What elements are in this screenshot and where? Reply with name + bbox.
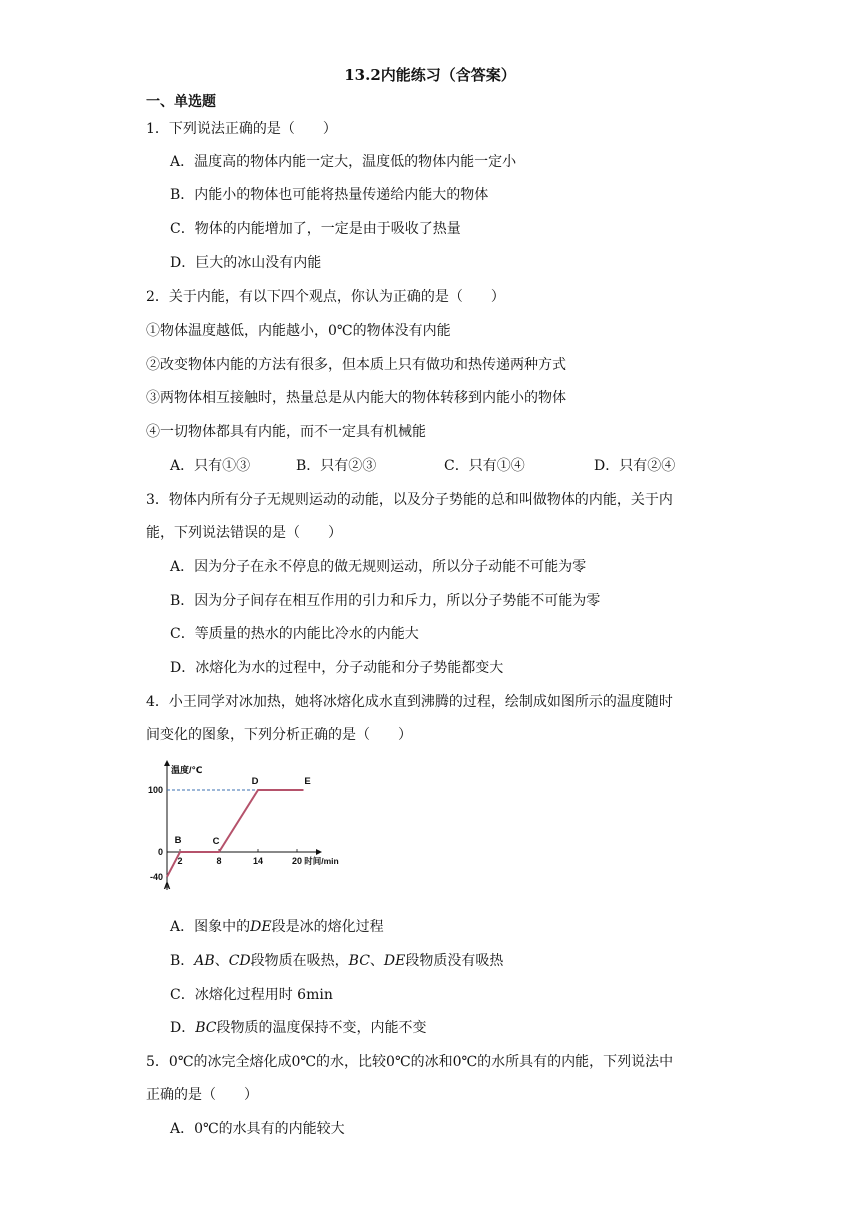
q3-option-b: B．因为分子间存在相互作用的引力和斥力，所以分子势能不可能为零 bbox=[170, 593, 601, 609]
q4-option-d-pre: D． bbox=[170, 1020, 196, 1036]
point-label: D bbox=[251, 776, 259, 787]
q4-option-c: C．冰熔化过程用时 6min bbox=[170, 987, 333, 1003]
x-tick-label: 2 bbox=[177, 856, 183, 866]
x-axis-arrow bbox=[316, 849, 322, 855]
q4-option-b-seg-de: DE bbox=[383, 953, 406, 969]
q3-option-d: D．冰熔化为水的过程中，分子动能和分子势能都变大 bbox=[170, 660, 504, 676]
page-title: 13.2内能练习（含答案） bbox=[344, 66, 516, 84]
q2-option-d: D．只有②④ bbox=[594, 458, 676, 474]
temperature-time-chart bbox=[140, 756, 340, 896]
q3-option-c: C．等质量的热水的内能比冷水的内能大 bbox=[170, 626, 419, 642]
q5-stem-line2: 正确的是（ ） bbox=[146, 1087, 258, 1103]
q4-stem-line2: 间变化的图象，下列分析正确的是（ ） bbox=[146, 727, 412, 743]
q4-option-a-post: 段是冰的熔化过程 bbox=[271, 919, 384, 935]
q1-stem: 1．下列说法正确的是（ ） bbox=[146, 121, 337, 137]
q2-statement-3: ③两物体相互接触时，热量总是从内能大的物体转移到内能小的物体 bbox=[146, 390, 566, 406]
q2-option-a: A．只有①③ bbox=[170, 458, 251, 474]
q4-option-b-pre: B． bbox=[170, 953, 195, 969]
x-tick-label: 14 bbox=[252, 856, 264, 866]
y-axis-arrow bbox=[164, 760, 170, 766]
section-heading: 一、单选题 bbox=[146, 94, 216, 110]
y-tick-label: 0 bbox=[157, 847, 163, 857]
q4-option-b-mid: 段物质在吸热， bbox=[250, 953, 349, 969]
x-tick-label: 20 bbox=[291, 856, 303, 866]
point-label: E bbox=[304, 776, 311, 787]
q2-option-b: B．只有②③ bbox=[296, 458, 377, 474]
q2-statement-2: ②改变物体内能的方法有很多，但本质上只有做功和热传递两种方式 bbox=[146, 357, 566, 373]
q3-option-a: A．因为分子在永不停息的做无规则运动，所以分子动能不可能为零 bbox=[170, 559, 587, 575]
q1-option-d: D．巨大的冰山没有内能 bbox=[170, 255, 322, 271]
q4-option-b-sep1: 、 bbox=[214, 953, 229, 969]
q4-option-a-pre: A．图象中的 bbox=[170, 919, 251, 935]
q5-option-a: A．0℃的水具有的内能较大 bbox=[170, 1121, 345, 1137]
q2-stem: 2．关于内能，有以下四个观点，你认为正确的是（ ） bbox=[146, 289, 505, 305]
q2-options-row bbox=[170, 456, 690, 476]
q1-option-b: B．内能小的物体也可能将热量传递给内能大的物体 bbox=[170, 187, 489, 203]
q2-statement-1: ①物体温度越低，内能越小，0℃的物体没有内能 bbox=[146, 323, 451, 339]
q1-option-a: A．温度高的物体内能一定大，温度低的物体内能一定小 bbox=[170, 154, 517, 170]
q4-option-d bbox=[170, 1018, 427, 1038]
q4-option-d-segment: BC bbox=[195, 1020, 217, 1036]
q4-option-b-post: 段物质没有吸热 bbox=[405, 953, 504, 969]
data-series-line bbox=[167, 790, 304, 877]
q4-option-b-seg-cd: CD bbox=[228, 953, 251, 969]
q3-stem-line2: 能，下列说法错误的是（ ） bbox=[146, 525, 342, 541]
q4-option-a bbox=[170, 917, 384, 937]
q4-option-b bbox=[170, 951, 503, 971]
q3-stem-line1: 3．物体内所有分子无规则运动的动能，以及分子势能的总和叫做物体的内能，关于内 bbox=[146, 492, 673, 508]
q4-stem-line1: 4．小王同学对冰加热，她将冰熔化成水直到沸腾的过程，绘制成如图所示的温度随时 bbox=[146, 694, 673, 710]
x-tick-label: 8 bbox=[216, 856, 222, 866]
q4-option-b-seg-bc: BC bbox=[348, 953, 370, 969]
q1-option-c: C．物体的内能增加了，一定是由于吸收了热量 bbox=[170, 221, 461, 237]
q2-statement-4: ④一切物体都具有内能，而不一定具有机械能 bbox=[146, 424, 426, 440]
q5-stem-line1: 5．0℃的冰完全熔化成0℃的水，比较0℃的冰和0℃的水所具有的内能，下列说法中 bbox=[146, 1054, 674, 1070]
point-label: B bbox=[174, 835, 182, 846]
point-label: C bbox=[212, 836, 220, 847]
y-tick-label: -40 bbox=[149, 871, 163, 882]
q4-option-a-segment: DE bbox=[250, 919, 272, 935]
x-axis-label: 时间/min bbox=[304, 856, 339, 866]
point-label: A bbox=[163, 880, 171, 892]
q4-option-b-sep2: 、 bbox=[369, 953, 384, 969]
q4-option-d-post: 段物质的温度保持不变，内能不变 bbox=[216, 1020, 427, 1036]
q2-option-c: C．只有①④ bbox=[444, 458, 525, 474]
y-axis-label: 温度/℃ bbox=[171, 765, 203, 775]
y-tick-label: 100 bbox=[147, 785, 163, 795]
q4-option-b-seg-ab: AB bbox=[194, 953, 215, 969]
